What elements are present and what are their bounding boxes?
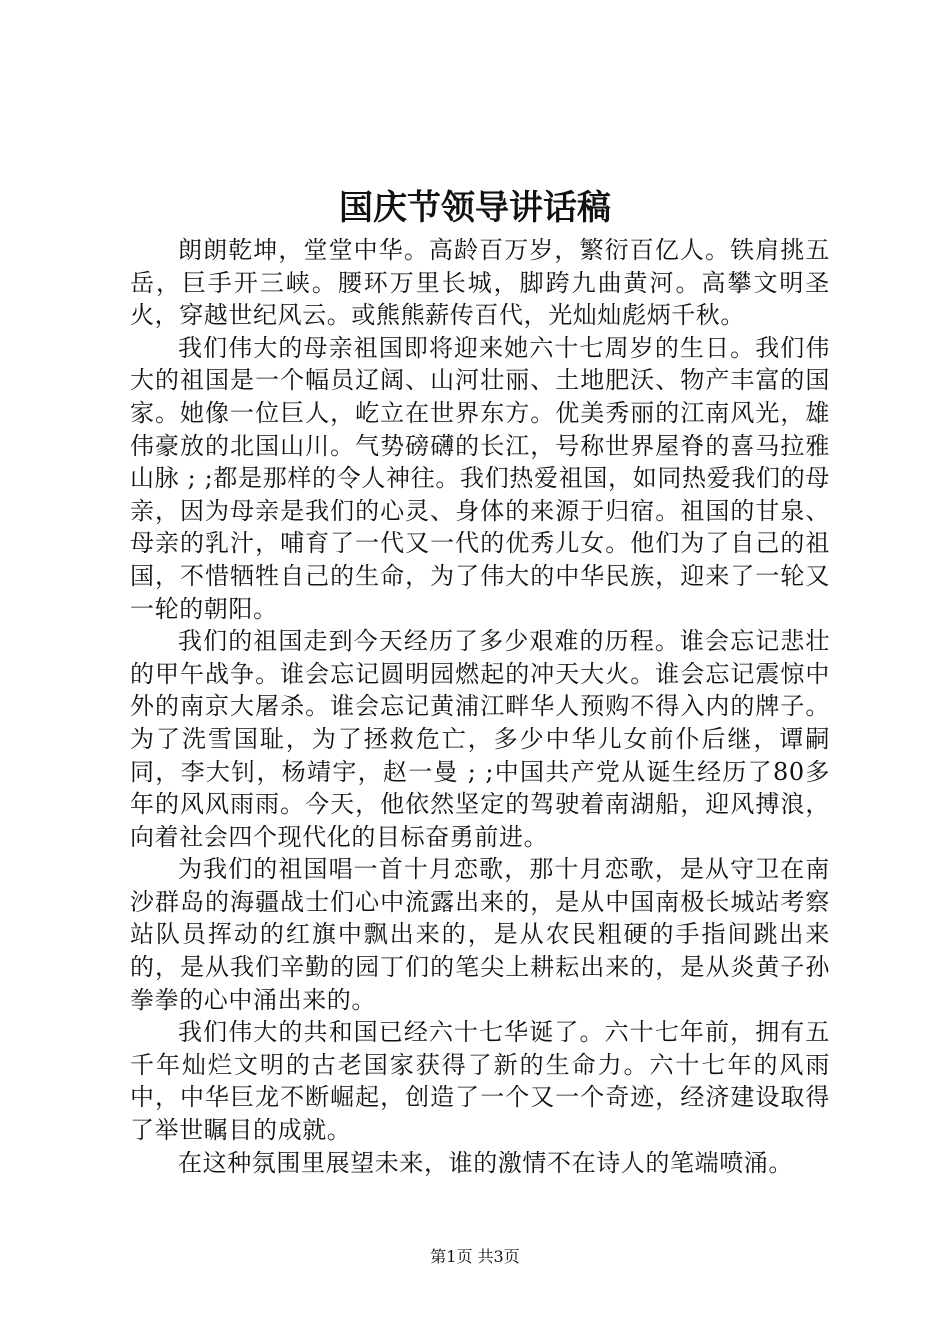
paragraph-1: 朗朗乾坤，堂堂中华。高龄百万岁，繁衍百亿人。铁肩挑五岳，巨手开三峡。腰环万里长城，脚跨九曲黄河。高攀文明圣火，穿越世纪风云。或熊熊薪传百代，光灿灿彪炳千秋。 (130, 236, 830, 330)
page-number-footer: 第1页 共3页 (430, 1247, 520, 1266)
document-body (130, 234, 830, 1179)
paragraph-6: 在这种氛围里展望未来，谁的激情不在诗人的笔端喷涌。 (178, 1148, 793, 1177)
paragraph-4: 为我们的祖国唱一首十月恋歌，那十月恋歌，是从守卫在南沙群岛的海疆战士们心中流露出来的，是从中国南极长城站考察站队员挥动的红旗中飘出来的，是从农民粗硬的手指间跳出来的，是从我们辛勤的园丁们的笔尖上耕耘出来的，是从炎黄子孙拳拳的心中涌出来的。 (130, 855, 830, 1014)
paragraph-5: 我们伟大的共和国已经六十七华诞了。六十七年前，拥有五千年灿烂文明的古老国家获得了新的生命力。六十七年的风雨中，中华巨龙不断崛起，创造了一个又一个奇迹，经济建设取得了举世瞩目的成就。 (130, 1018, 830, 1145)
paragraph-3: 我们的祖国走到今天经历了多少艰难的历程。谁会忘记悲壮的甲午战争。谁会忘记圆明园燃起的冲天大火。谁会忘记震惊中外的南京大屠杀。谁会忘记黄浦江畔华人预购不得入内的牌子。为了洗雪国耻，为了拯救危亡，多少中华儿女前仆后继，谭嗣同，李大钊，杨靖宇，赵一曼 ; ;中国共产党从诞生经历了80多年的风风雨雨。今天，他依然坚定的驾驶着南湖船，迎风搏浪，向着社会四个现代化的目标奋勇前进。 (130, 627, 830, 851)
document-title: 国庆节领导讲话稿 (339, 188, 611, 228)
paragraph-2: 我们伟大的母亲祖国即将迎来她六十七周岁的生日。我们伟大的祖国是一个幅员辽阔、山河壮丽、土地肥沃、物产丰富的国家。她像一位巨人，屹立在世界东方。优美秀丽的江南风光，雄伟豪放的北国山川。气势磅礴的长江，号称世界屋脊的喜马拉雅山脉 ; ;都是那样的令人神往。我们热爱祖国，如同热爱我们的母亲，因为母亲是我们的心灵、身体的来源于归宿。祖国的甘泉、母亲的乳汁，哺育了一代又一代的优秀儿女。他们为了自己的祖国，不惜牺牲自己的生命，为了伟大的中华民族，迎来了一轮又一轮的朝阳。 (130, 333, 830, 623)
